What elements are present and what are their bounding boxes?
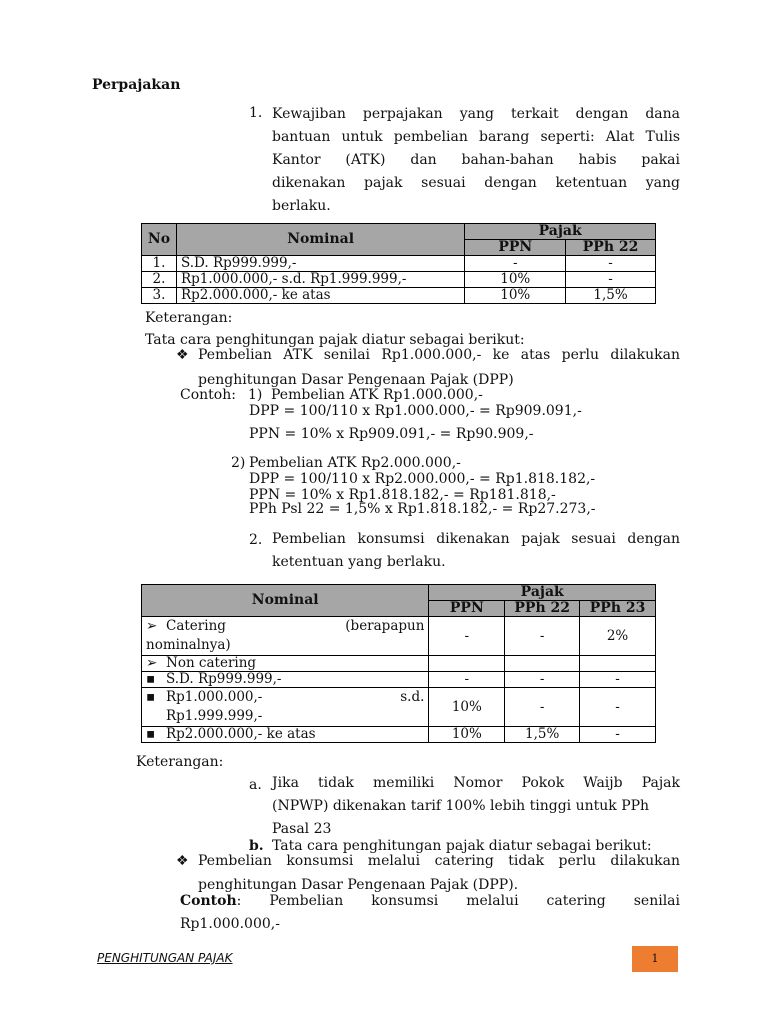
table-row — [142, 288, 656, 304]
cell-pph23: 2% — [580, 617, 656, 656]
cell-no: 2. — [142, 272, 177, 288]
tax-table-atk — [141, 223, 656, 304]
non-catering-label: Non catering — [166, 655, 257, 671]
bullet1-line1: Pembelian ATK senilai Rp1.000.000,- ke atas perlu dilakukan — [198, 347, 680, 363]
col-header-no: No — [142, 224, 177, 256]
mid-label-2: Rp1.999.999,- — [166, 708, 263, 724]
catering-note: (berapapun — [345, 618, 425, 634]
contoh3-text: : Pembelian konsumsi melalui catering senilai — [236, 893, 680, 909]
table-row — [142, 672, 656, 688]
contoh2-line2: DPP = 100/110 x Rp2.000.000,- = Rp1.818.182,- — [249, 471, 596, 487]
cell-no: 1. — [142, 256, 177, 272]
item1-line: dikenakan pajak sesuai dengan ketentuan yang — [272, 175, 680, 191]
bullet2-line1: Pembelian konsumsi melalui catering tidak perlu dilakukan — [198, 853, 680, 869]
keterangan-label: Keterangan: — [145, 310, 233, 326]
item2-paragraph — [272, 528, 680, 574]
bullet1-line2: penghitungan Dasar Pengenaan Pajak (DPP) — [198, 372, 514, 388]
cell-ppn: - — [465, 256, 566, 272]
table-row — [142, 727, 656, 743]
section-title: Perpajakan — [92, 77, 181, 93]
catering-note-2: nominalnya) — [146, 637, 231, 653]
cell-nominal — [142, 688, 429, 727]
square-bullet-icon: ▪ — [146, 689, 156, 705]
table-row — [142, 256, 656, 272]
page-number: 1 — [632, 946, 678, 972]
note-a-paragraph — [272, 772, 680, 842]
cell-pph22: 1,5% — [566, 288, 656, 304]
cell-ppn: - — [429, 672, 505, 688]
cell-pph22: - — [505, 688, 580, 727]
col-header-pajak: Pajak — [465, 224, 656, 240]
contoh1-line1: Pembelian ATK Rp1.000.000,- — [271, 387, 483, 403]
cell-ppn: 10% — [465, 288, 566, 304]
contoh1-line3: PPN = 10% x Rp909.091,- = Rp90.909,- — [249, 426, 534, 442]
col-header-pph23: PPh 23 — [580, 601, 656, 617]
table-row — [142, 272, 656, 288]
item2-line1: Pembelian konsumsi dikenakan pajak sesuai dengan — [272, 531, 680, 547]
table-row — [142, 688, 656, 727]
note-a-line1: Jika tidak memiliki Nomor Pokok Waijb Pajak — [272, 775, 680, 791]
contoh3 — [180, 893, 680, 909]
bullet2-line2: penghitungan Dasar Pengenaan Pajak (DPP). — [198, 877, 519, 893]
mid-sd: s.d. — [400, 689, 425, 705]
arrow-bullet-icon: ➢ — [146, 618, 158, 634]
contoh1-number: 1) — [248, 387, 263, 403]
contoh2-line4: PPh Psl 22 = 1,5% x Rp1.818.182,- = Rp27.273,- — [249, 501, 596, 517]
note-a-label: a. — [249, 777, 262, 793]
contoh2-line1: Pembelian ATK Rp2.000.000,- — [249, 455, 461, 471]
cell-nominal — [142, 656, 429, 672]
cell-nominal — [142, 672, 429, 688]
contoh3-label: Contoh — [180, 893, 237, 909]
item1-line: Kantor (ATK) dan bahan-bahan habis pakai — [272, 152, 680, 168]
item1-line: bantuan untuk pembelian barang seperti: Alat Tulis — [272, 129, 680, 145]
item2-number: 2. — [249, 532, 263, 548]
square-bullet-icon: ▪ — [146, 726, 156, 742]
table-row — [142, 617, 656, 656]
cell-ppn: - — [429, 617, 505, 656]
col-header-ppn: PPN — [465, 240, 566, 256]
item1-number: 1. — [249, 105, 263, 121]
item2-line2: ketentuan yang berlaku. — [272, 554, 446, 570]
note-a-line3: Pasal 23 — [272, 821, 332, 837]
cell-pph22: 1,5% — [505, 727, 580, 743]
cell-nominal — [142, 727, 429, 743]
diamond-bullet-icon: ❖ — [176, 347, 189, 363]
footer-title: PENGHITUNGAN PAJAK — [97, 951, 233, 965]
catering-label: Catering — [166, 618, 226, 634]
cell-ppn: 10% — [429, 688, 505, 727]
top-label: Rp2.000.000,- ke atas — [166, 726, 316, 742]
keterangan2-label: Keterangan: — [136, 754, 224, 770]
mid-label: Rp1.000.000,- — [166, 689, 263, 705]
cell-pph23: - — [580, 672, 656, 688]
arrow-bullet-icon: ➢ — [146, 655, 158, 671]
table-row — [142, 656, 656, 672]
cell-no: 3. — [142, 288, 177, 304]
cell-pph22: - — [566, 256, 656, 272]
col-header-pph22: PPh 22 — [505, 601, 580, 617]
item1-line: berlaku. — [272, 198, 331, 214]
contoh-label: Contoh: — [180, 387, 236, 403]
cell-nominal: Rp1.000.000,- s.d. Rp1.999.999,- — [176, 272, 464, 288]
contoh2-line3: PPN = 10% x Rp1.818.182,- = Rp181.818,- — [249, 487, 556, 503]
cell-nominal — [142, 617, 429, 656]
contoh3-line2: Rp1.000.000,- — [180, 916, 280, 932]
item1-paragraph — [272, 103, 680, 221]
cell-ppn: 10% — [465, 272, 566, 288]
cell-nominal: Rp2.000.000,- ke atas — [176, 288, 464, 304]
square-bullet-icon: ▪ — [146, 671, 156, 687]
cell-pph23: - — [580, 688, 656, 727]
tax-table-konsumsi — [141, 584, 656, 743]
note-b-text: Tata cara penghitungan pajak diatur sebagai berikut: — [272, 838, 652, 854]
col-header-ppn: PPN — [429, 601, 505, 617]
diamond-bullet-icon: ❖ — [176, 853, 189, 869]
cell-pph22: - — [566, 272, 656, 288]
bullet2-text — [198, 853, 680, 869]
col-header-pph22: PPh 22 — [566, 240, 656, 256]
tata-cara-text: Tata cara penghitungan pajak diatur sebagai berikut: — [145, 332, 525, 348]
contoh2-number: 2) — [231, 455, 246, 471]
sd-label: S.D. Rp999.999,- — [166, 671, 282, 687]
note-b-label: b. — [249, 838, 264, 854]
cell-nominal: S.D. Rp999.999,- — [176, 256, 464, 272]
contoh1-line2: DPP = 100/110 x Rp1.000.000,- = Rp909.091,- — [249, 403, 582, 419]
col-header-nominal: Nominal — [142, 585, 429, 617]
item1-line: Kewajiban perpajakan yang terkait dengan dana — [272, 106, 680, 122]
col-header-nominal: Nominal — [176, 224, 464, 256]
cell-pph23: - — [580, 727, 656, 743]
cell-ppn: 10% — [429, 727, 505, 743]
cell-pph22: - — [505, 617, 580, 656]
col-header-pajak: Pajak — [429, 585, 656, 601]
note-a-line2: (NPWP) dikenakan tarif 100% lebih tinggi untuk PPh — [272, 798, 650, 814]
bullet1-text — [198, 347, 680, 363]
cell-pph22: - — [505, 672, 580, 688]
